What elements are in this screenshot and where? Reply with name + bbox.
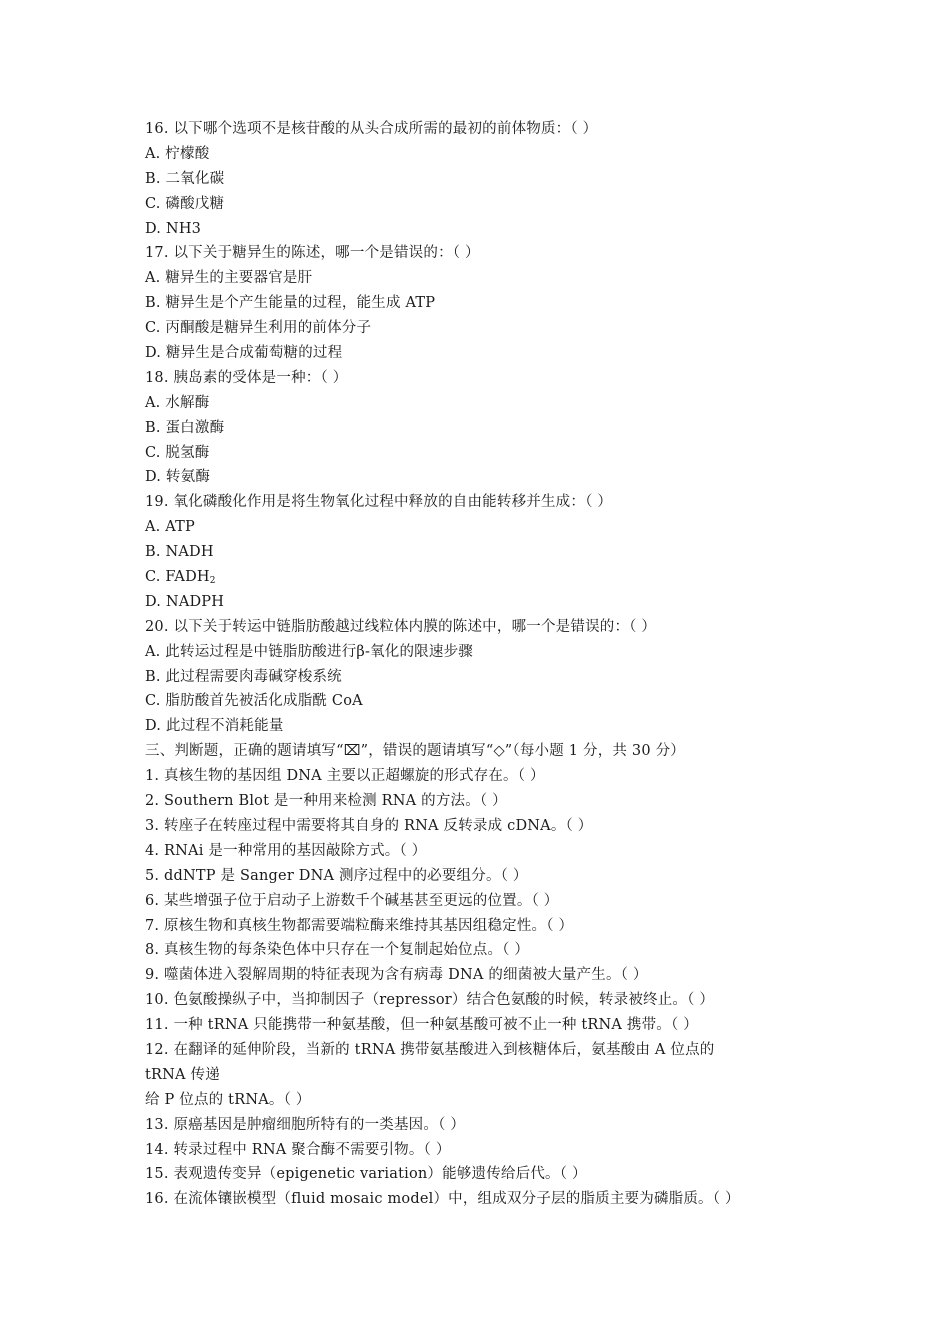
option-16d: D. NH3 — [145, 220, 202, 237]
judgement-8: 8. 真核生物的每条染色体中只存在一个复制起始位点。（ ） — [145, 942, 530, 959]
option-18c: C. 脱氢酶 — [145, 444, 210, 461]
document-page — [145, 117, 825, 1212]
question-18: 18. 胰岛素的受体是一种：（ ） — [145, 369, 348, 386]
option-16c: C. 磷酸戊糖 — [145, 195, 225, 212]
option-17b: B. 糖异生是个产生能量的过程，能生成 ATP — [145, 295, 436, 312]
option-19a: A. ATP — [145, 519, 195, 536]
judgement-9: 9. 噬菌体进入裂解周期的特征表现为含有病毒 DNA 的细菌被大量产生。（ ） — [145, 967, 648, 984]
question-20: 20. 以下关于转运中链脂肪酸越过线粒体内膜的陈述中，哪一个是错误的：（ ） — [145, 618, 657, 635]
judgement-1: 1. 真核生物的基因组 DNA 主要以正超螺旋的形式存在。（ ） — [145, 768, 545, 785]
option-20a: A. 此转运过程是中链脂肪酸进行β-氧化的限速步骤 — [145, 643, 473, 660]
option-18a: A. 水解酶 — [145, 394, 210, 411]
option-19c-text: C. FADH — [145, 569, 210, 586]
section-heading-judgement: 三、判断题，正确的题请填写“⌧”，错误的题请填写“◇”（每小题 1 分，共 30 分） — [145, 743, 685, 760]
option-18d: D. 转氨酶 — [145, 469, 211, 486]
option-16b: B. 二氧化碳 — [145, 170, 225, 187]
judgement-15: 15. 表观遗传变异（epigenetic variation）能够遗传给后代。（ ） — [145, 1166, 587, 1183]
judgement-4: 4. RNAi 是一种常用的基因敲除方式。（ ） — [145, 842, 427, 859]
judgement-10: 10. 色氨酸操纵子中，当抑制因子（repressor）结合色氨酸的时候，转录被终止。（ ） — [145, 992, 715, 1009]
judgement-5: 5. ddNTP 是 Sanger DNA 测序过程中的必要组分。（ ） — [145, 867, 528, 884]
option-20c: C. 脂肪酸首先被活化成脂酰 CoA — [145, 693, 363, 710]
judgement-12-cont-2: 给 P 位点的 tRNA。（ ） — [145, 1091, 311, 1108]
option-18b: B. 蛋白激酶 — [145, 419, 225, 436]
judgement-12: 12. 在翻译的延伸阶段，当新的 tRNA 携带氨基酸进入到核糖体后，氨基酸由 A 位点的 — [145, 1041, 715, 1058]
judgement-16: 16. 在流体镶嵌模型（fluid mosaic model）中，组成双分子层的脂质主要为磷脂质。（ ） — [145, 1191, 740, 1208]
judgement-14: 14. 转录过程中 RNA 聚合酶不需要引物。（ ） — [145, 1141, 451, 1158]
subscript-2: 2 — [209, 576, 216, 587]
judgement-7: 7. 原核生物和真核生物都需要端粒酶来维持其基因组稳定性。（ ） — [145, 917, 574, 934]
judgement-13: 13. 原癌基因是肿瘤细胞所特有的一类基因。（ ） — [145, 1116, 466, 1133]
option-19b: B. NADH — [145, 544, 214, 561]
option-20d: D. 此过程不消耗能量 — [145, 718, 284, 735]
question-16: 16. 以下哪个选项不是核苷酸的从头合成所需的最初的前体物质：（ ） — [145, 121, 598, 137]
option-19d: D. NADPH — [145, 593, 225, 610]
option-17c: C. 丙酮酸是糖异生利用的前体分子 — [145, 320, 372, 337]
option-17d: D. 糖异生是合成葡萄糖的过程 — [145, 345, 343, 362]
judgement-3: 3. 转座子在转座过程中需要将其自身的 RNA 反转录成 cDNA。（ ） — [145, 817, 593, 834]
option-19c — [145, 565, 825, 590]
option-16a: A. 柠檬酸 — [145, 145, 210, 162]
question-17: 17. 以下关于糖异生的陈述，哪一个是错误的：（ ） — [145, 245, 480, 262]
judgement-2: 2. Southern Blot 是一种用来检测 RNA 的方法。（ ） — [145, 793, 507, 810]
option-17a: A. 糖异生的主要器官是肝 — [145, 270, 313, 287]
question-19: 19. 氧化磷酸化作用是将生物氧化过程中释放的自由能转移并生成：（ ） — [145, 494, 613, 511]
judgement-11: 11. 一种 tRNA 只能携带一种氨基酸，但一种氨基酸可被不止一种 tRNA 携带。（ ） — [145, 1017, 698, 1034]
judgement-6: 6. 某些增强子位于启动子上游数千个碱基甚至更远的位置。（ ） — [145, 892, 559, 909]
judgement-12-cont-1: tRNA 传递 — [145, 1066, 220, 1083]
option-20b: B. 此过程需要肉毒碱穿梭系统 — [145, 668, 342, 685]
